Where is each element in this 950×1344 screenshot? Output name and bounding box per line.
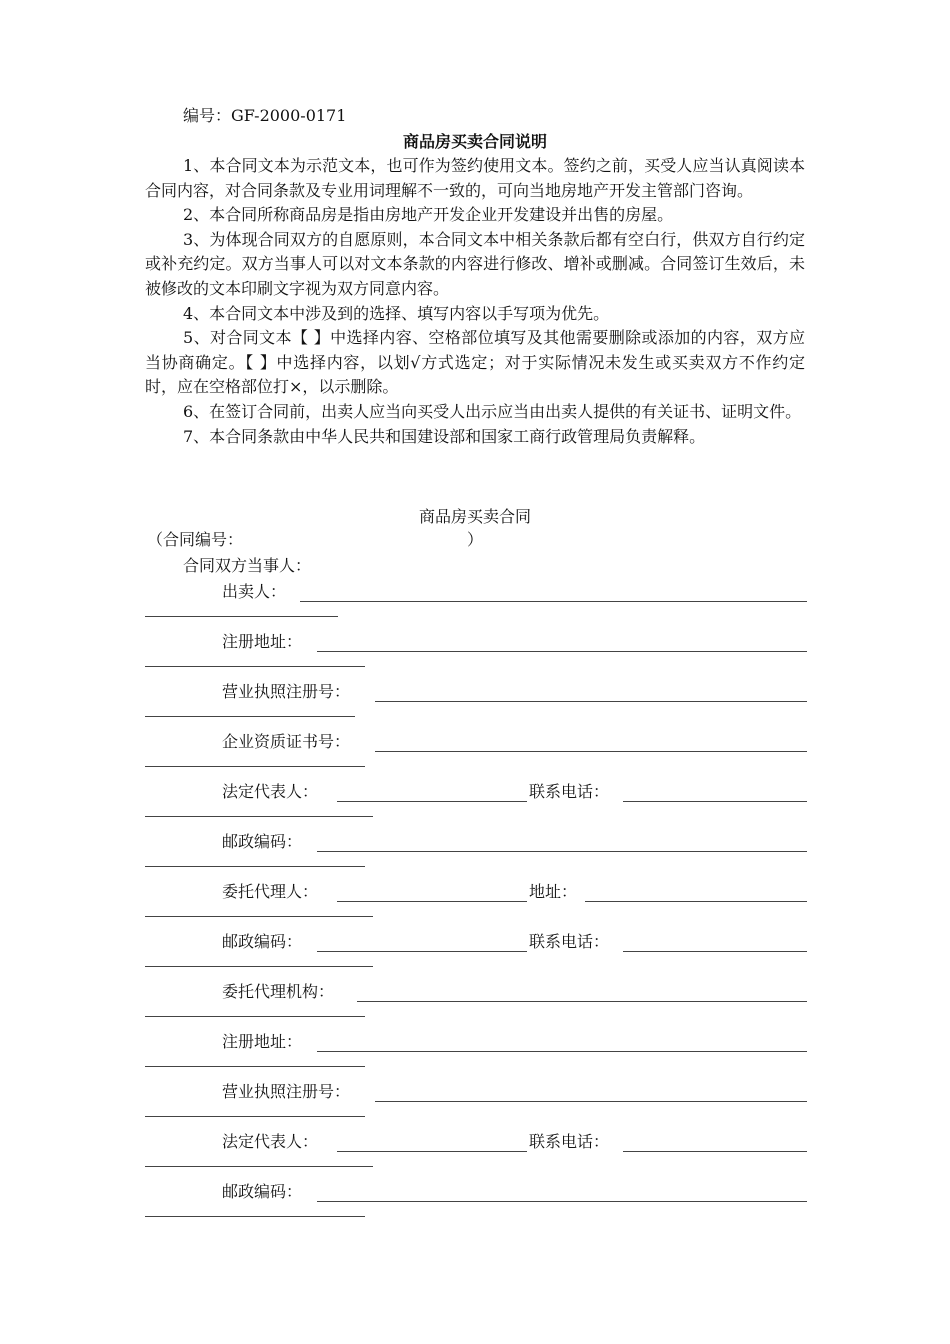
field-seller xyxy=(145,580,807,630)
fill-line-continued[interactable] xyxy=(145,816,373,817)
fill-line[interactable] xyxy=(300,601,807,602)
field-agent-postal xyxy=(145,930,807,980)
field-label: 邮政编码： xyxy=(222,832,303,851)
contract-number-label: （合同编号： xyxy=(147,530,244,549)
fill-line[interactable] xyxy=(623,951,807,952)
fill-line[interactable] xyxy=(375,751,807,752)
parties-label: 合同双方当事人： xyxy=(183,556,312,575)
instructions-title: 商品房买卖合同说明 xyxy=(402,132,547,151)
field-label: 联系电话： xyxy=(529,1132,610,1151)
fill-line[interactable] xyxy=(317,651,807,652)
field-business-license xyxy=(145,680,807,730)
contract-number-close: ） xyxy=(467,530,484,549)
instruction-item: 7、本合同条款由中华人民共和国建设部和国家工商行政管理局负责解释。 xyxy=(183,426,706,446)
field-label: 联系电话： xyxy=(529,932,610,951)
field-label: 法定代表人： xyxy=(222,1132,319,1151)
field-label: 法定代表人： xyxy=(222,782,319,801)
field-agency-address xyxy=(145,1030,807,1080)
field-label: 邮政编码： xyxy=(222,932,303,951)
contract-number xyxy=(147,528,483,552)
fill-line[interactable] xyxy=(623,801,807,802)
field-label: 出卖人： xyxy=(222,582,287,601)
fill-line[interactable] xyxy=(337,901,527,902)
field-label: 营业执照注册号： xyxy=(222,1082,351,1101)
contract-title: 商品房买卖合同 xyxy=(418,507,531,526)
instruction-item: 3、为体现合同双方的自愿原则，本合同文本中相关条款后都有空白行，供双方自行约定或补充约定。双方当事人可以对文本条款的内容进行修改、增补或删减。合同签订生效后，未被修改的文本印刷文字视为双方同意内容。 xyxy=(145,229,805,298)
fill-line[interactable] xyxy=(585,901,807,902)
fill-line[interactable] xyxy=(337,801,527,802)
fill-line-continued[interactable] xyxy=(145,1016,365,1017)
instruction-item: 2、本合同所称商品房是指由房地产开发企业开发建设并出售的房屋。 xyxy=(183,205,674,225)
field-agency xyxy=(145,980,807,1030)
field-agency-license xyxy=(145,1080,807,1130)
field-legal-rep xyxy=(145,780,807,830)
fill-line[interactable] xyxy=(317,1201,807,1202)
fill-line[interactable] xyxy=(375,701,807,702)
fill-line-continued[interactable] xyxy=(145,616,338,617)
field-label: 联系电话： xyxy=(529,782,610,801)
field-registered-address xyxy=(145,630,807,680)
field-label: 邮政编码： xyxy=(222,1182,303,1201)
field-agent xyxy=(145,880,807,930)
fill-line[interactable] xyxy=(317,951,527,952)
field-label: 企业资质证书号： xyxy=(222,732,351,751)
field-label: 注册地址： xyxy=(222,1032,303,1051)
fill-line[interactable] xyxy=(317,851,807,852)
instructions-list xyxy=(145,154,805,449)
fill-line-continued[interactable] xyxy=(145,666,365,667)
field-agency-postal xyxy=(145,1180,807,1230)
fill-line[interactable] xyxy=(317,1051,807,1052)
fill-line[interactable] xyxy=(623,1151,807,1152)
instruction-item: 6、在签订合同前，出卖人应当向买受人出示应当由出卖人提供的有关证书、证明文件。 xyxy=(183,401,802,421)
fill-line[interactable] xyxy=(337,1151,527,1152)
instruction-item: 1、本合同文本为示范文本，也可作为签约使用文本。签约之前，买受人应当认真阅读本合同内容，对合同条款及专业用词理解不一致的，可向当地房地产开发主管部门咨询。 xyxy=(145,156,805,200)
fill-line-continued[interactable] xyxy=(145,966,373,967)
instruction-item: 5、对合同文本【 】中选择内容、空格部位填写及其他需要删除或添加的内容，双方应当协商确定。【 】中选择内容，以划√方式选定；对于实际情况未发生或买卖双方不作约定时，应在空格部位打×，以示删除。 xyxy=(145,328,805,397)
document-code: 编号：GF-2000-0171 xyxy=(183,106,347,125)
fill-line-continued[interactable] xyxy=(145,916,373,917)
fill-line-continued[interactable] xyxy=(145,866,365,867)
fill-line-continued[interactable] xyxy=(145,766,365,767)
field-label: 委托代理人： xyxy=(222,882,319,901)
field-label: 地址： xyxy=(529,882,578,901)
fill-line[interactable] xyxy=(357,1001,807,1002)
fill-line-continued[interactable] xyxy=(145,716,355,717)
fill-line-continued[interactable] xyxy=(145,1216,365,1217)
field-agency-legal-rep xyxy=(145,1130,807,1180)
fill-line-continued[interactable] xyxy=(145,1066,365,1067)
fill-line-continued[interactable] xyxy=(145,1116,365,1117)
field-label: 营业执照注册号： xyxy=(222,682,351,701)
instruction-item: 4、本合同文本中涉及到的选择、填写内容以手写项为优先。 xyxy=(183,303,610,323)
fill-line-continued[interactable] xyxy=(145,1166,373,1167)
fill-line[interactable] xyxy=(375,1101,807,1102)
field-label: 注册地址： xyxy=(222,632,303,651)
field-qualification-cert xyxy=(145,730,807,780)
field-label: 委托代理机构： xyxy=(222,982,335,1001)
field-postal-code xyxy=(145,830,807,880)
